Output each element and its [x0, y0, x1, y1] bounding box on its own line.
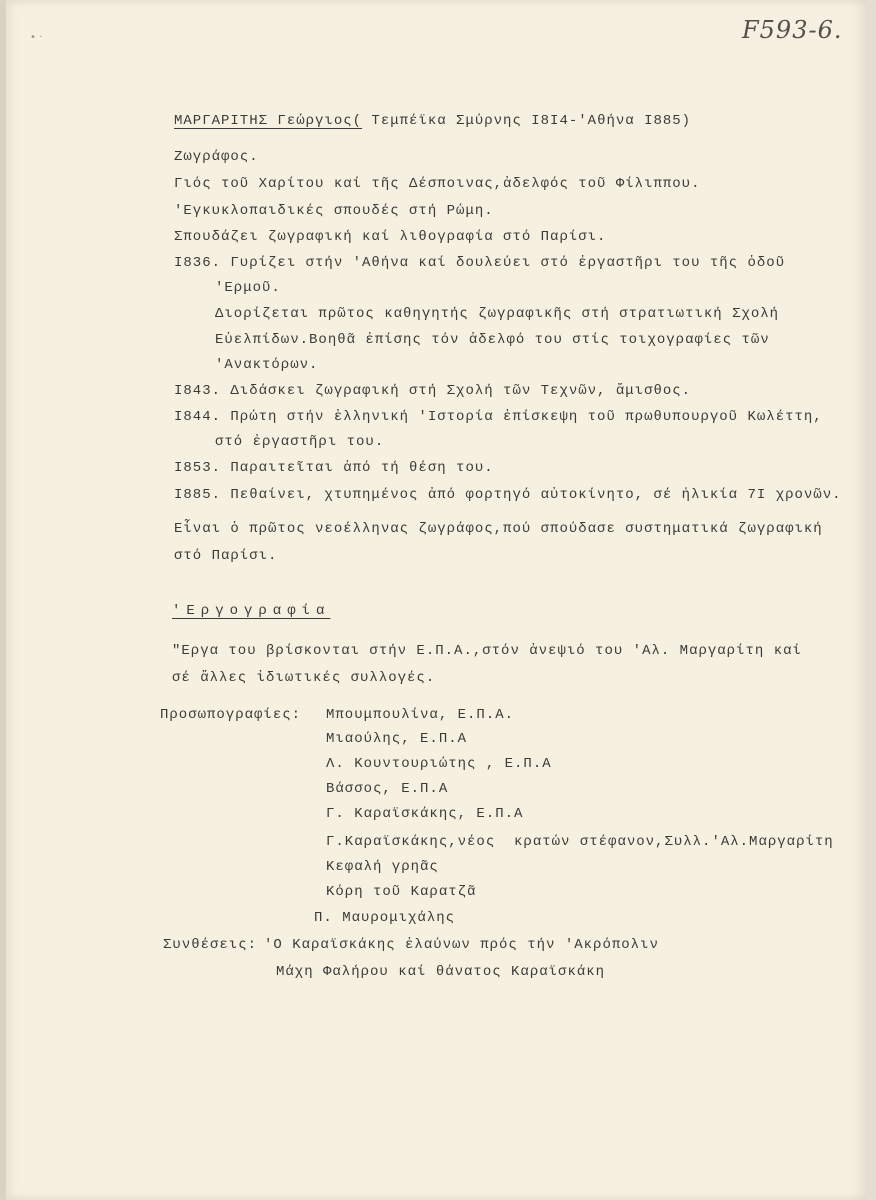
portraits-label: Προσωπογραφίες:: [160, 707, 302, 723]
artist-name: ΜΑΡΓΑΡΙΤΗΣ Γεώργιος(: [174, 113, 363, 129]
bio-line: Ζωγράφος.: [174, 149, 259, 165]
bio-line: στό ἐργαστῆρι του.: [215, 434, 385, 450]
document-title: [174, 112, 691, 130]
bio-line: Σπουδάζει ζωγραφική καί λιθογραφία στό Παρίσι.: [174, 229, 607, 245]
bio-line: Εἶναι ὁ πρῶτος νεοέλληνας ζωγράφος,πού σπούδασε συστηματικά ζωγραφική: [174, 521, 823, 537]
birth-death: Τεμπέϊκα Σμύρνης I8I4-'Αθήνα I885): [362, 113, 692, 129]
bio-line: Διορίζεται πρῶτος καθηγητής ζωγραφικῆς στή στρατιωτική Σχολή: [215, 306, 780, 322]
portrait-item: Κόρη τοῦ Καρατζᾶ: [326, 884, 477, 900]
works-intro-line: "Εργα του βρίσκονται στήν Ε.Π.Α.,στόν ἀνεψιό του 'Αλ. Μαργαρίτη καί: [172, 643, 802, 659]
bio-line: 'Ανακτόρων.: [215, 357, 319, 373]
bio-line: Εὐελπίδων.Βοηθᾶ ἐπίσης τόν ἀδελφό του στίς τοιχογραφίες τῶν: [215, 332, 770, 348]
portrait-item: Μπουμπουλίνα, Ε.Π.Α.: [326, 707, 515, 723]
works-intro-line: σέ ἄλλες ἰδιωτικές συλλογές.: [172, 670, 436, 686]
portrait-item: Λ. Κουντουριώτης , Ε.Π.Α: [326, 756, 552, 772]
compositions-label: Συνθέσεις:: [163, 937, 258, 953]
works-heading: 'Εργογραφία: [172, 603, 331, 619]
composition-item: Μάχη Φαλήρου καί θάνατος Καραϊσκάκη: [276, 964, 606, 980]
bio-line: I853. Παραιτεῖται ἀπό τή θέση του.: [174, 460, 494, 476]
portrait-item: Μιαούλης, Ε.Π.Α: [326, 731, 468, 747]
portrait-item: Π. Μαυρομιχάλης: [314, 910, 456, 926]
bio-line: Γιός τοῦ Χαρίτου καί τῆς Δέσποινας,ἀδελφός τοῦ Φίλιππου.: [174, 176, 701, 192]
archive-mark: F593-6.: [742, 16, 843, 44]
bio-line: I844. Πρώτη στήν ἑλληνική 'Ιστορία ἐπίσκεψη τοῦ πρωθυπουργοῦ Κωλέττη,: [174, 409, 823, 425]
bio-line: I885. Πεθαίνει, χτυπημένος ἀπό φορτηγό αὐτοκίνητο, σέ ἡλικία 7I χρονῶν.: [174, 487, 842, 503]
bio-line: I843. Διδάσκει ζωγραφική στή Σχολή τῶν Τεχνῶν, ἄμισθος.: [174, 383, 692, 399]
bio-line: I836. Γυρίζει στήν 'Αθήνα καί δουλεύει στό ἐργαστῆρι του τῆς ὁδοῦ: [174, 255, 786, 271]
scan-mark: • ·: [30, 32, 43, 43]
portrait-item: Βάσσος, Ε.Π.Α: [326, 781, 449, 797]
composition-item: 'Ο Καραϊσκάκης ἐλαύνων πρός τήν 'Ακρόπολιν: [264, 937, 659, 953]
portrait-item: Γ.Καραϊσκάκης,νέος κρατών στέφανον,Συλλ.'Αλ.Μαργαρίτη: [326, 834, 834, 850]
bio-line: 'Ερμοῦ.: [215, 280, 281, 296]
bio-line: στό Παρίσι.: [174, 548, 278, 564]
portrait-item: Γ. Καραϊσκάκης, Ε.Π.Α: [326, 806, 524, 822]
scan-edge: [866, 0, 876, 1200]
bio-line: 'Εγκυκλοπαιδικές σπουδές στή Ρώμη.: [174, 203, 494, 219]
portrait-item: Κεφαλή γρηᾶς: [326, 859, 439, 875]
